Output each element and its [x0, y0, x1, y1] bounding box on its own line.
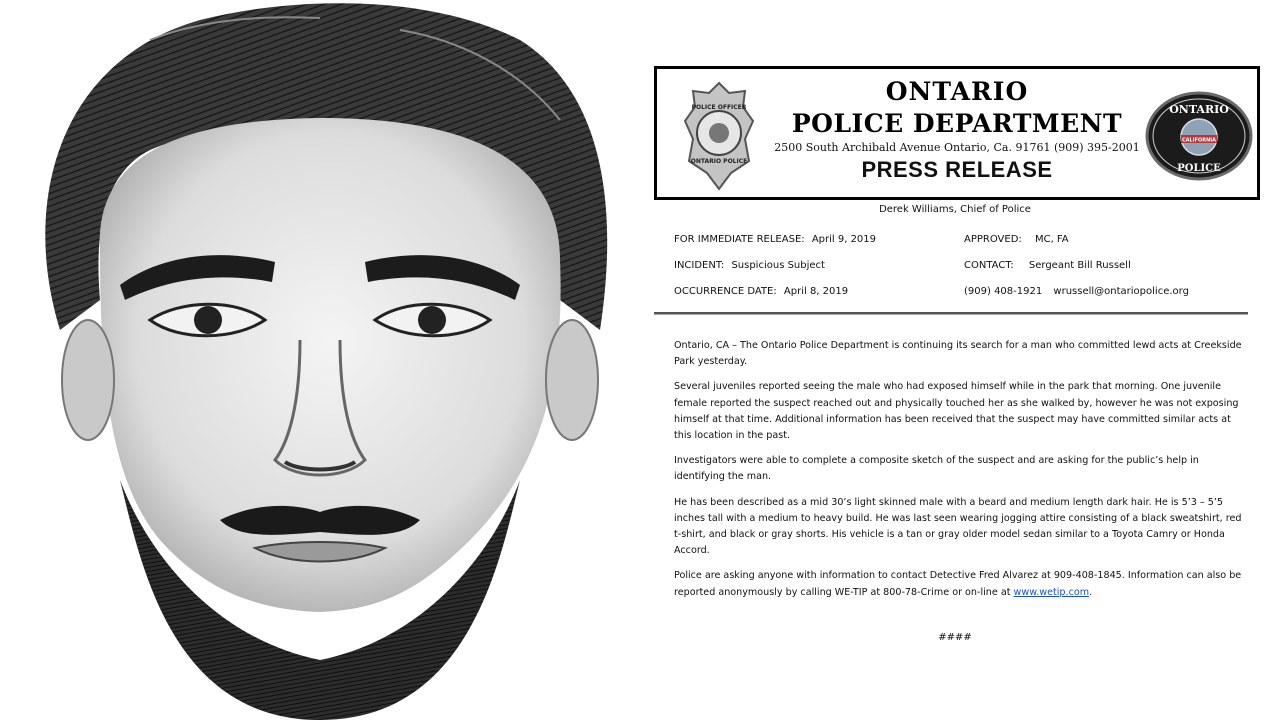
police-badge-icon — [683, 81, 755, 191]
department-address: 2500 South Archibald Avenue Ontario, Ca. 91761 (909) 395-2001 — [774, 141, 1140, 154]
contact-phone: (909) 408-1921 — [964, 286, 1043, 297]
header-divider — [654, 312, 1248, 315]
body-paragraph-5 — [674, 568, 1244, 600]
chief-of-police: Derek Williams, Chief of Police — [879, 204, 1031, 215]
body-paragraph-5-end: . — [1089, 586, 1093, 598]
occurrence-label: OCCURRENCE DATE: — [674, 286, 777, 297]
release-label: FOR IMMEDIATE RELEASE: — [674, 234, 805, 245]
press-release-header — [654, 66, 1260, 200]
body-paragraph-5-text: Police are asking anyone with information to contact Detective Fred Alvarez at 909-408-1845. Information can also be reported anonymously by calling WE-TIP at 800-78-Crime or on-line at — [674, 570, 1242, 598]
body-paragraph-1: Ontario, CA – The Ontario Police Department is continuing its search for a man who committed lewd acts at Creekside Park yesterday. — [674, 340, 1242, 368]
approved-label: APPROVED: — [964, 234, 1022, 245]
body-paragraph-3: Investigators were able to complete a composite sketch of the suspect and are asking for the public’s help in identifying the man. — [674, 455, 1199, 483]
approved-value: MC, FA — [1034, 234, 1069, 245]
body-paragraph-2: Several juveniles reported seeing the male who had exposed himself while in the park that morning. One juvenile female reported the suspect reached out and physically touched her as she walked by, however he was not exposing himself at that time. Additional information has been received that the suspect may have committed similar acts at this location in the past. — [674, 381, 1239, 442]
press-release-document — [652, 64, 1266, 714]
incident-label: INCIDENT: — [674, 260, 725, 271]
incident-value: Suspicious Subject — [731, 260, 825, 271]
contact-value: Sergeant Bill Russell — [1028, 260, 1131, 271]
right-patch-ribbon-text: CALIFORNIA — [1181, 137, 1217, 144]
department-name-line1: ONTARIO — [885, 77, 1029, 106]
contact-info-row — [964, 286, 1189, 297]
release-value: April 9, 2019 — [811, 234, 877, 245]
release-date-row — [674, 234, 876, 245]
press-release-body — [674, 338, 1244, 610]
press-release-title: PRESS RELEASE — [861, 157, 1053, 182]
left-badge-bottom-text: ONTARIO POLICE — [690, 158, 748, 165]
left-ear — [62, 320, 114, 440]
end-mark: #### — [938, 632, 972, 643]
right-ear — [546, 320, 598, 440]
incident-row — [674, 260, 825, 271]
contact-row — [964, 260, 1131, 271]
contact-label: CONTACT: — [964, 260, 1014, 271]
right-patch-top-text: ONTARIO — [1169, 103, 1229, 116]
body-paragraph-4: He has been described as a mid 30’s light skinned male with a beard and medium length dark hair. He is 5’3 – 5’5 inches tall with a medium to heavy build. He was last seen wearing jogging attire consisting of a black sweatshirt, red t-shirt, and black or gray shorts. His vehicle is a tan or gray older model sedan similar to a Toyota Camry or Honda Accord. — [674, 496, 1242, 557]
occurrence-row — [674, 286, 848, 297]
contact-email[interactable]: wrussell@ontariopolice.org — [1053, 286, 1189, 297]
approved-row — [964, 234, 1069, 245]
occurrence-value: April 8, 2019 — [783, 286, 849, 297]
left-badge-top-text: POLICE OFFICER — [691, 104, 747, 111]
department-name-line2: POLICE DEPARTMENT — [791, 109, 1123, 138]
police-patch-icon — [1145, 91, 1253, 181]
wetip-link[interactable]: www.wetip.com — [1013, 586, 1090, 598]
right-patch-bottom-text: POLICE — [1177, 163, 1221, 174]
